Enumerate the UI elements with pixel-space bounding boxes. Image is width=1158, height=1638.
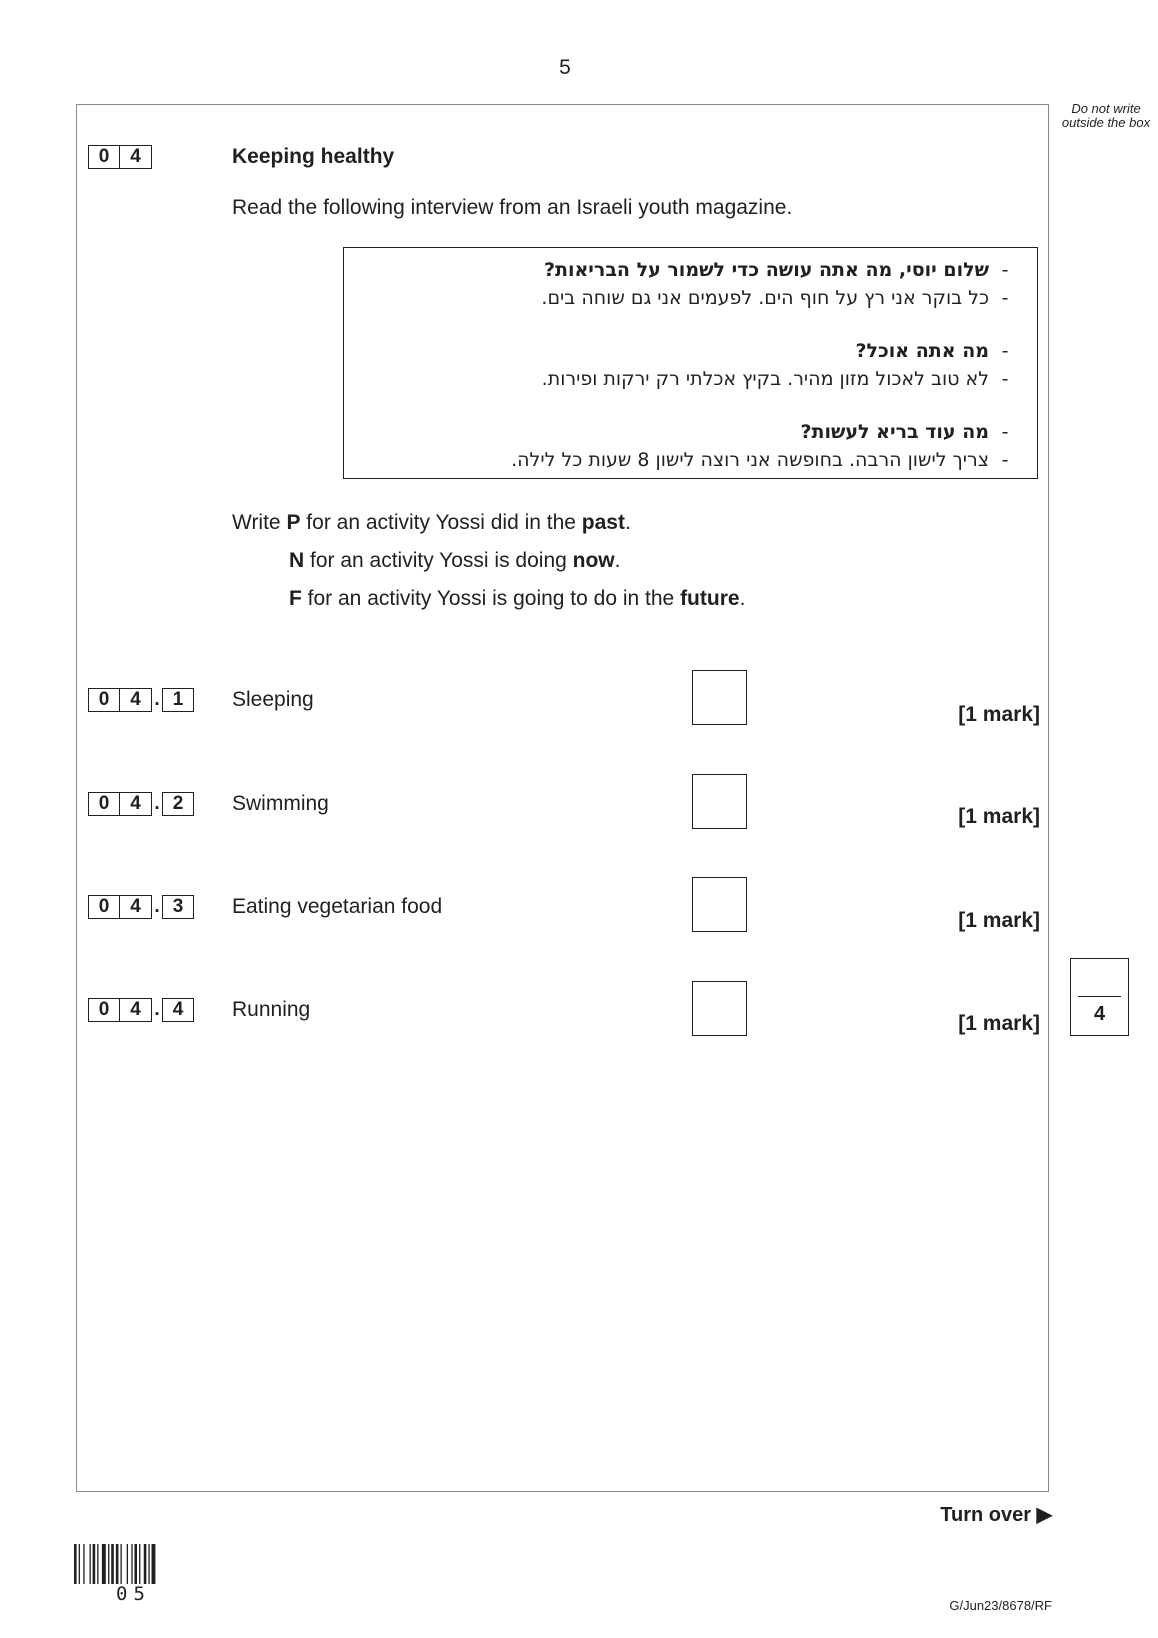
write-text: for an activity Yossi is going to do in the [301, 587, 681, 610]
question-title: Keeping healthy [232, 145, 395, 168]
mark-label: [1 mark] [958, 909, 1040, 932]
barcode-number: 05 [116, 1583, 151, 1605]
item-number-dot: . [154, 999, 160, 1020]
interview-dash: - [1001, 287, 1009, 309]
word-now: now [572, 549, 615, 572]
item-number-digit: 4 [120, 998, 152, 1022]
item-number-part: 4 [162, 998, 194, 1022]
interview-answer: צריך לישון הרבה. בחופשה אני רוצה לישון 8 שעות כל לילה. [511, 449, 989, 471]
interview-line [360, 418, 1021, 446]
answer-box[interactable] [692, 774, 747, 829]
item-label: Eating vegetarian food [232, 895, 443, 918]
total-marks-divider [1078, 996, 1121, 997]
item-number-digit: 0 [88, 792, 120, 816]
item-number-dot: . [154, 793, 160, 814]
turn-over-label: Turn over ▶ [940, 1504, 1052, 1526]
item-number-digit: 0 [88, 998, 120, 1022]
interview-answer: כל בוקר אני רץ על חוף הים. לפעמים אני גם שוחה בים. [541, 287, 989, 309]
barcode [74, 1544, 192, 1584]
item-number-part: 3 [162, 895, 194, 919]
item-number-part: 2 [162, 792, 194, 816]
interview-line [360, 337, 1021, 365]
interview-box [343, 247, 1038, 479]
answer-box[interactable] [692, 877, 747, 932]
answer-box[interactable] [692, 981, 747, 1036]
paper-reference: G/Jun23/8678/RF [949, 1598, 1052, 1613]
interview-line [360, 446, 1021, 474]
answer-box[interactable] [692, 670, 747, 725]
item-number [88, 998, 194, 1022]
interview-question: שלום יוסי, מה אתה עושה כדי לשמור על הבריאות? [543, 259, 989, 281]
item-number [88, 895, 194, 919]
write-text: . [614, 549, 621, 572]
item-number [88, 688, 194, 712]
word-future: future [680, 587, 740, 610]
write-instruction-future [289, 587, 745, 611]
interview-question: מה עוד בריא לעשות? [800, 421, 989, 443]
interview-dash: - [1001, 421, 1009, 443]
item-number-digit: 0 [88, 895, 120, 919]
write-text: Write [232, 511, 287, 534]
interview-dash: - [1001, 340, 1009, 362]
item-number-digit: 4 [120, 792, 152, 816]
letter-n: N [289, 549, 305, 572]
interview-dash: - [1001, 449, 1009, 471]
item-label: Running [232, 998, 311, 1021]
item-number-digit: 0 [88, 688, 120, 712]
interview-dash: - [1001, 259, 1009, 281]
interview-line [360, 256, 1021, 284]
item-label: Sleeping [232, 688, 314, 711]
question-instruction: Read the following interview from an Israeli youth magazine. [232, 196, 793, 219]
page-number: 5 [559, 56, 571, 79]
question-number-digit: 4 [120, 145, 152, 169]
letter-f: F [289, 587, 302, 610]
total-marks-box [1070, 958, 1129, 1036]
item-number-part: 1 [162, 688, 194, 712]
write-text: for an activity Yossi is doing [304, 549, 573, 572]
item-number-dot: . [154, 896, 160, 917]
write-text: . [739, 587, 746, 610]
item-number-dot: . [154, 689, 160, 710]
total-marks-value: 4 [1093, 1003, 1106, 1025]
interview-dash: - [1001, 368, 1009, 390]
interview-line [360, 284, 1021, 312]
question-number [88, 145, 152, 169]
item-number [88, 792, 194, 816]
mark-label: [1 mark] [958, 703, 1040, 726]
question-number-digit: 0 [88, 145, 120, 169]
write-instruction-past [232, 511, 631, 535]
interview-question: מה אתה אוכל? [855, 340, 989, 362]
write-instruction-now [289, 549, 621, 573]
item-number-digit: 4 [120, 688, 152, 712]
interview-line [360, 365, 1021, 393]
letter-p: P [286, 511, 301, 534]
write-text: for an activity Yossi did in the [300, 511, 582, 534]
write-text: . [624, 511, 631, 534]
interview-answer: לא טוב לאכול מזון מהיר. בקיץ אכלתי רק ירקות ופירות. [541, 368, 989, 390]
item-label: Swimming [232, 792, 329, 815]
margin-note: Do not write outside the box [1061, 101, 1151, 130]
mark-label: [1 mark] [958, 1012, 1040, 1035]
mark-label: [1 mark] [958, 805, 1040, 828]
word-past: past [581, 511, 625, 534]
item-number-digit: 4 [120, 895, 152, 919]
